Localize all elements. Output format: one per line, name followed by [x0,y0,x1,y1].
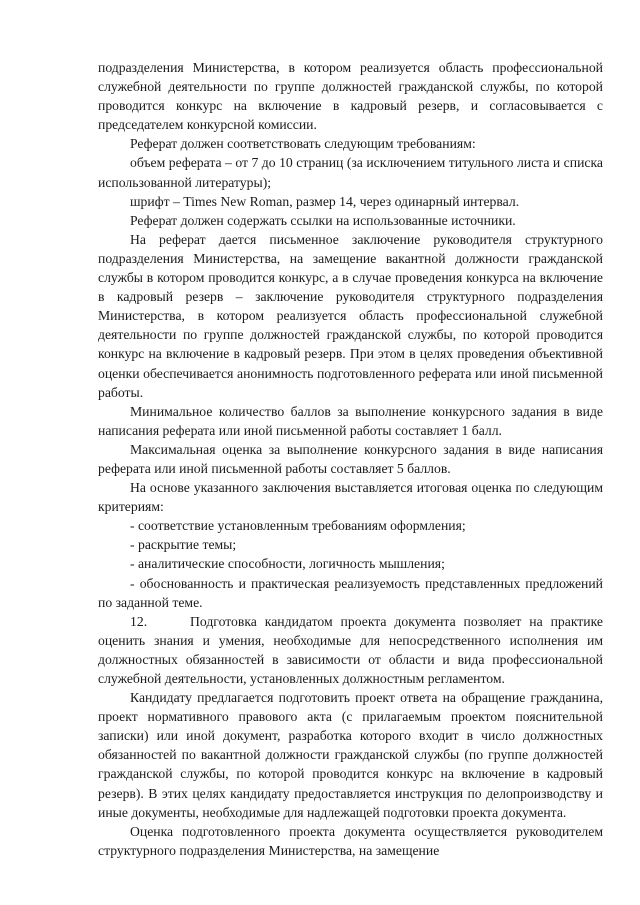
paragraph: объем реферата – от 7 до 10 страниц (за исключением титульного листа и списка использованной литературы); [98,155,603,190]
document-body [98,58,603,860]
paragraph: Максимальная оценка за выполнение конкурсного задания в виде написания реферата или иной письменной работы составляет 5 баллов. [98,441,603,476]
item-text: Подготовка кандидатом проекта документа позволяет на практике оценить знания и умения, необходимые для непосредственного исполнения им должностных обязанностей в зависимости от области и вида профессиональной служебной деятельности, установленных должностным регламентом. [98,613,603,686]
paragraph: Кандидату предлагается подготовить проект ответа на обращение гражданина, проект нормативного правового акта (с прилагаемым проектом пояснительной записки) или иной документ, разработка которого входит в число должностных обязанностей по вакантной должности гражданской службы (по группе должностей гражданской службы, по которой проводится конкурс на включение в кадровый резерв). В этих целях кандидату предоставляется инструкция по делопроизводству и иные документы, необходимые для надлежащей подготовки проекта документа. [98,690,603,820]
numbered-paragraph [98,612,603,688]
paragraph: Реферат должен соответствовать следующим требованиям: [130,136,476,152]
paragraph: На основе указанного заключения выставляется итоговая оценка по следующим критериям: [98,480,603,515]
paragraph: Минимальное количество баллов за выполнение конкурсного задания в виде написания реферата или иной письменной работы составляет 1 балл. [98,403,603,438]
item-number: 12. [130,613,148,629]
paragraph: шрифт – Times New Roman, размер 14, через одинарный интервал. [130,193,520,209]
list-item: - соответствие установленным требованиям оформления; [130,518,466,534]
paragraph: Оценка подготовленного проекта документа осуществляется руководителем структурного подразделения Министерства, на замещение [98,823,603,858]
paragraph: подразделения Министерства, в котором реализуется область профессиональной служебной деятельности по группе должностей гражданской службы, по которой проводится конкурс на включение в кадровый резерв, и согласовывается с председателем конкурсной комиссии. [98,60,603,133]
paragraph: Реферат должен содержать ссылки на использованные источники. [130,212,516,228]
paragraph: На реферат дается письменное заключение руководителя структурного подразделения Министерства, на замещение вакантной должности гражданской службы в котором проводится конкурс, а в случае проведения конкурса на включение в кадровый резерв – заключение руководителя структурного подразделения Министерства, в котором реализуется область профессиональной служебной деятельности по группе должностей гражданской службы, по которой проводится конкурс на включение в кадровый резерв. При этом в целях проведения объективной оценки обеспечивается анонимность подготовленного реферата или иной письменной работы. [98,231,603,400]
list-item: - обоснованность и практическая реализуемость представленных предложений по заданной теме. [98,575,603,610]
list-item: - раскрытие темы; [130,537,237,553]
list-item: - аналитические способности, логичность мышления; [130,556,445,572]
